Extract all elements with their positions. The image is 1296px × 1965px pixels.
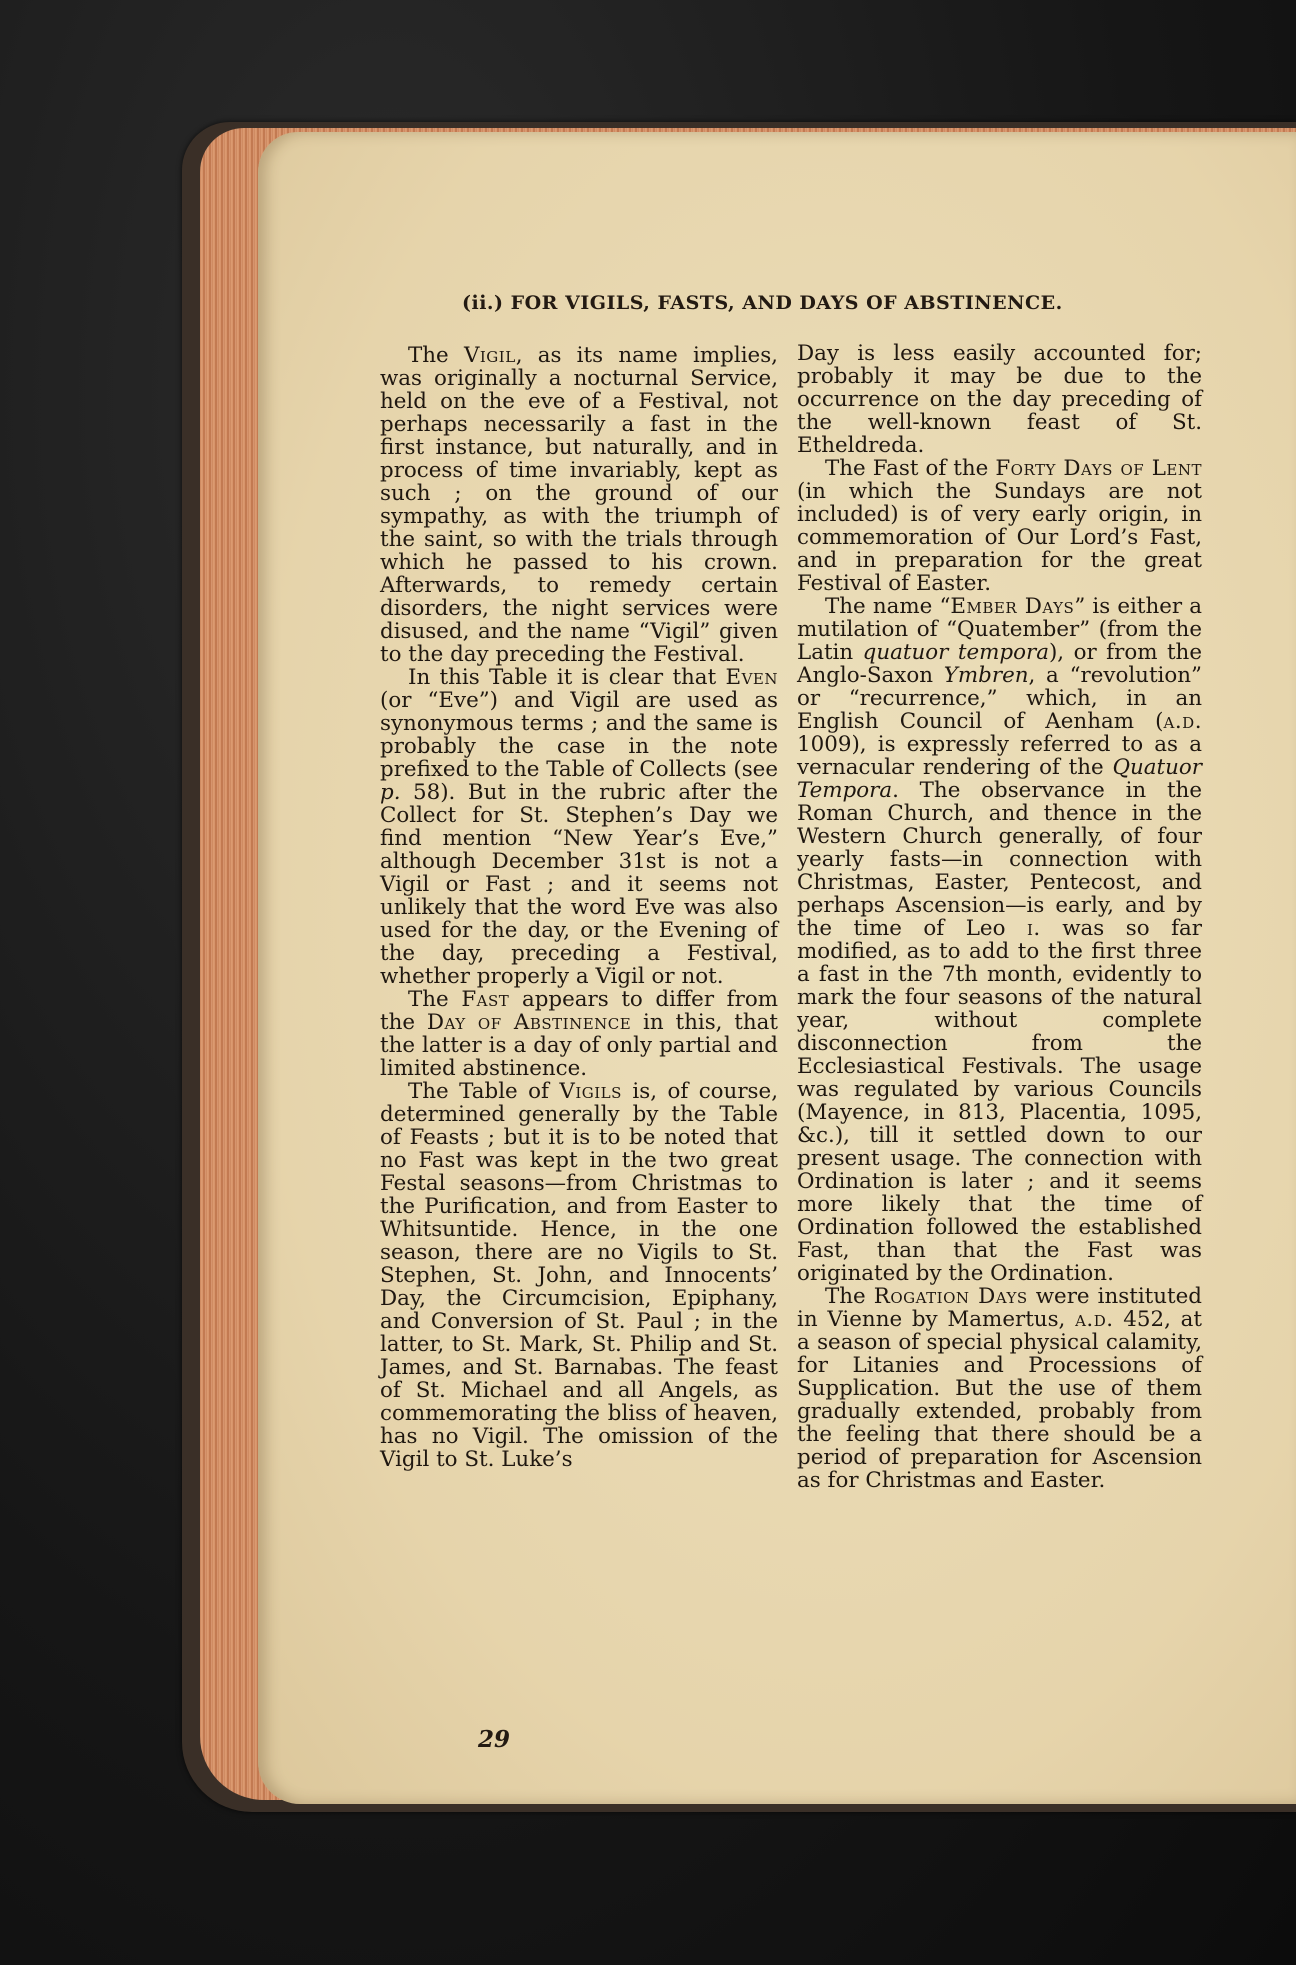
small-caps-term: Rogation Days — [873, 1284, 1028, 1309]
small-caps-term: Fast — [461, 987, 510, 1012]
text-span: , a “revolution” or “recurrence,” which, in an English Council of Aenham ( — [797, 663, 1202, 734]
text-span: The Table of — [408, 1079, 560, 1104]
text-span: The — [408, 343, 464, 368]
text-span: In this Table it is clear that — [408, 665, 726, 690]
small-caps-term: Vigil — [463, 343, 516, 368]
text-span: ), or from the Anglo-Saxon — [797, 640, 1202, 688]
paragraph-fast — [380, 988, 778, 1080]
text-span: in this, that the latter is a day of only partial and limited abstinence. — [380, 1010, 778, 1081]
text-span: The — [408, 987, 462, 1012]
italic-term: Ymbren — [943, 663, 1029, 688]
small-caps-term: Even — [725, 665, 778, 690]
paragraph-vigil — [380, 344, 778, 666]
text-span: , as its name implies, was originally a nocturnal Service, held on the eve of a Festival, not perhaps necessarily a fast in the first instance, but naturally, and in process of time invariably, kept as such ; on the ground of our sympathy, as with the triumph of the saint, so with the trials through which he passed to his crown. Afterwards, to remedy certain disorders, the night services were disused, and the name “Vigil” given to the day preceding the Festival. — [380, 343, 778, 667]
text-span: is, of course, determined generally by the Table of Feasts ; but it is to be noted that no Fast was kept in the two great Festal seasons—from Christmas to the Purification, and from Easter to Whitsuntide. Hence, in the one season, there are no Vigils to St. Stephen, St. John, and Innocents’ Day, the Circumcision, Epiphany, and Conversion of St. Paul ; in the latter, to St. Mark, St. Philip and St. James, and St. Barnabas. The feast of St. Michael and all Angels, as commemorating the bliss of heaven, has no Vigil. The omission of the Vigil to St. Luke’s — [380, 1079, 778, 1472]
paragraph-even — [380, 666, 778, 988]
text-span: (in which the Sundays are not included) is of very early origin, in commemoration of Our Lord’s Fast, and in preparation for the great Festival of Easter. — [797, 479, 1202, 596]
small-caps-term: a.d. — [1163, 709, 1202, 734]
text-span: The name “ — [825, 594, 951, 619]
paragraph-ember-days — [797, 595, 1202, 1285]
text-span: ” is either a mutilation of “Quatember” (from the Latin — [797, 594, 1202, 665]
text-span: appears to differ from the — [380, 987, 778, 1035]
small-caps-term: i. — [1026, 916, 1041, 941]
paragraph-lent — [797, 457, 1202, 595]
italic-ref: p. — [380, 780, 401, 805]
paragraph-table-of-vigils — [380, 1080, 778, 1471]
text-span: was so far modified, as to add to the first three a fast in the 7th month, evidently to mark the four seasons of the natural year, without complete disconnection from the Ecclesiastical Festivals. The usage was regulated by various Councils (Mayence, in 813, Placentia, 1095, &c.), till it settled down to our present usage. The connection with Ordination is later ; and it seems more likely that the time of Ordination followed the established Fast, than that the Fast was originated by the Ordination. — [797, 916, 1202, 1286]
paragraph-rogation-days — [797, 1285, 1202, 1492]
small-caps-term: Forty Days of Lent — [995, 456, 1202, 481]
page-number: 29 — [478, 1726, 511, 1753]
small-caps-term: Ember Days — [950, 594, 1075, 619]
text-span: Day is less easily accounted for; probably it may be due to the occurrence on the day preceding of the well-known feast of St. Etheldreda. — [797, 341, 1202, 458]
text-span: (or “Eve”) and Vigil are used as synonymous terms ; and the same is probably the case in the note prefixed to the Table of Collects (see — [380, 688, 778, 782]
left-column — [380, 344, 778, 1471]
small-caps-term: Vigils — [559, 1079, 622, 1104]
running-head: (ii.) FOR VIGILS, FASTS, AND DAYS OF ABSTINENCE. — [462, 292, 1063, 314]
small-caps-term: a.d. — [1075, 1307, 1114, 1332]
text-span: were instituted in Vienne by Mamertus, — [797, 1284, 1202, 1332]
text-span: 1009), is expressly referred to as a vernacular rendering of the — [797, 732, 1202, 780]
text-span: The — [825, 1284, 874, 1309]
paragraph-continuation — [797, 342, 1202, 457]
text-span: The Fast of the — [825, 456, 996, 481]
small-caps-term: Day of Abstinence — [426, 1010, 632, 1035]
italic-term: Quatuor Tempora — [797, 755, 1202, 803]
text-span: . The observance in the Roman Church, and thence in the Western Church generally, of four yearly fasts—in connection with Christmas, Easter, Pentecost, and perhaps Ascension—is early, and by the time of Leo — [797, 778, 1202, 941]
text-span: 452, at a season of special physical calamity, for Litanies and Processions of Supplication. But the use of them gradually extended, probably from the feeling that there should be a period of preparation for Ascension as for Christmas and Easter. — [797, 1307, 1202, 1493]
italic-term: quatuor tempora — [862, 640, 1049, 665]
right-column — [797, 342, 1202, 1492]
text-span: 58). But in the rubric after the Collect for St. Stephen’s Day we find mention “New Year’s Eve,” although December 31st is not a Vigil or Fast ; and it seems not unlikely that the word Eve was also used for the day, or the Evening of the day, preceding a Festival, whether properly a Vigil or not. — [380, 780, 778, 989]
